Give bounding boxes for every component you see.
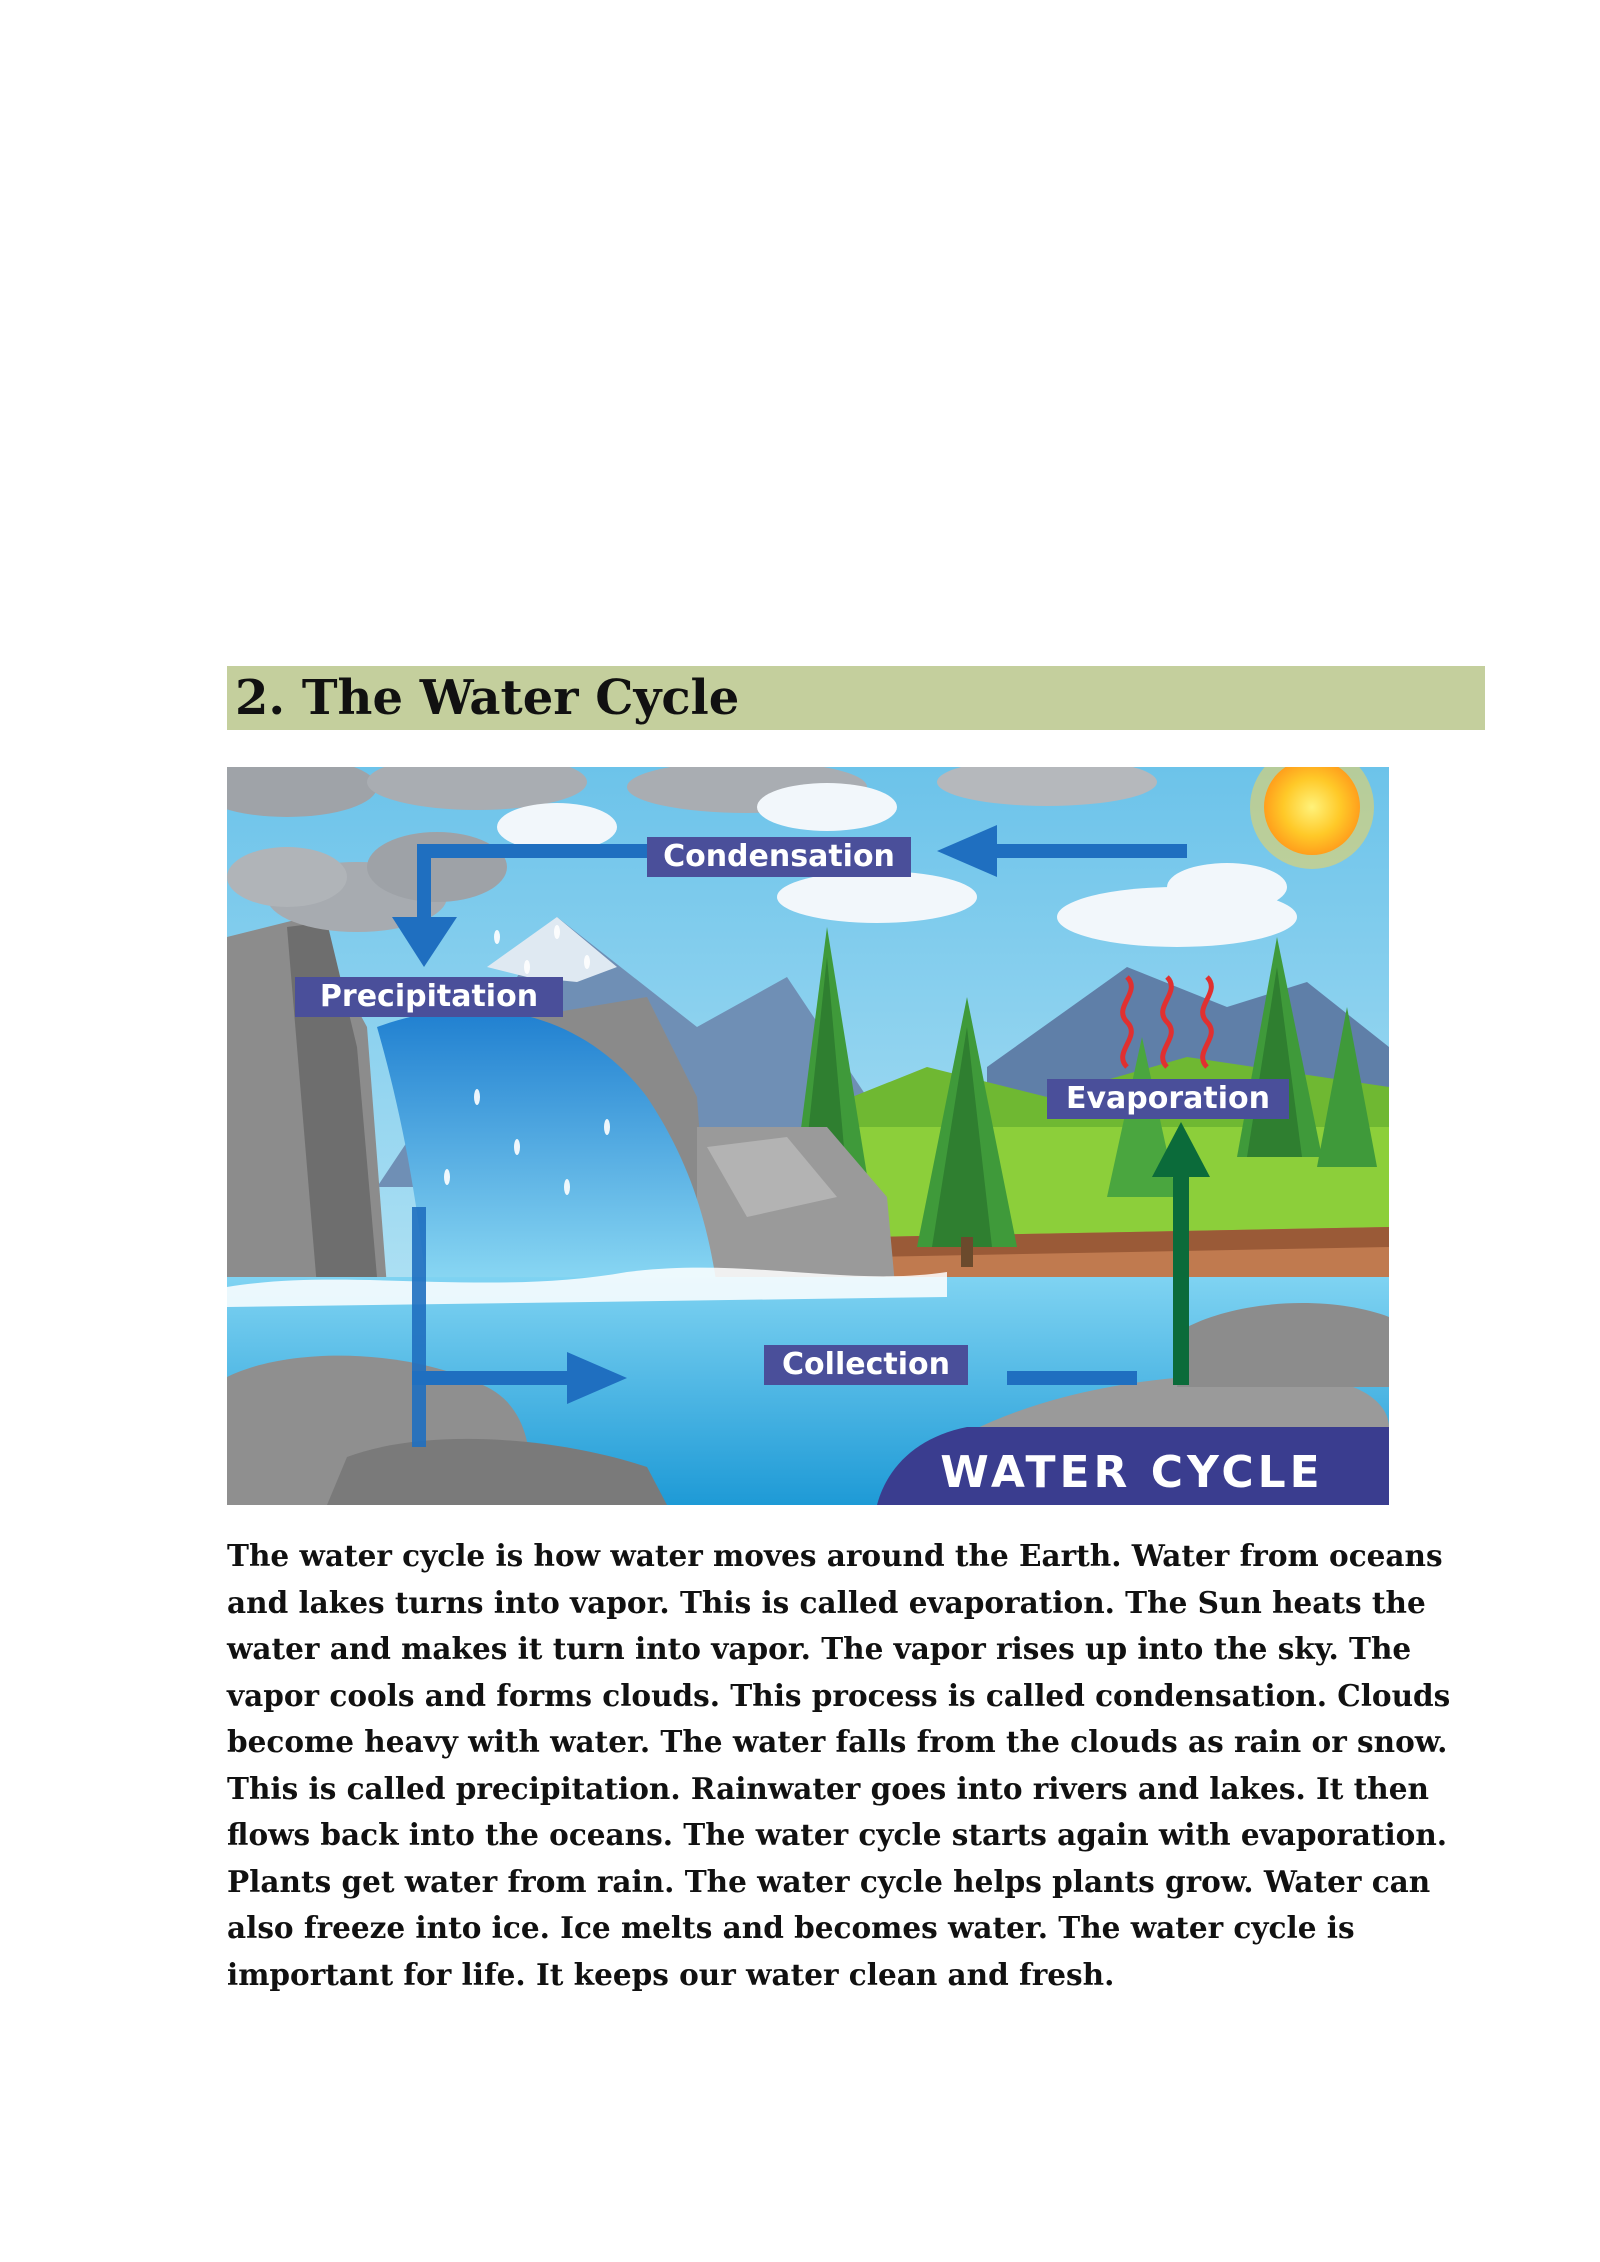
label-evaporation <box>1047 1079 1289 1119</box>
water-cycle-illustration <box>227 767 1389 1505</box>
label-condensation <box>647 837 911 877</box>
body-paragraph: The water cycle is how water moves around the Earth. Water from oceans and lakes turns into vapor. This is called evaporation. The Sun heats the water and makes it turn into vapor. The vapor rises up into the sky. The vapor cools and forms clouds. This process is called condensation. Clouds become heavy with water. The water falls from the clouds as rain or snow. This is called precipitation. Rainwater goes into rivers and lakes. It then flows back into the oceans. The water cycle starts again with evaporation. Plants get water from rain. The water cycle helps plants grow. Water can also freeze into ice. Ice melts and becomes water. The water cycle is important for life. It keeps our water clean and fresh. <box>227 1538 1451 1992</box>
banner-text: WATER CYCLE <box>940 1447 1324 1498</box>
label-condensation-text: Condensation <box>663 839 895 874</box>
label-collection <box>764 1345 968 1385</box>
label-evaporation-text: Evaporation <box>1065 1081 1271 1116</box>
label-precipitation <box>295 977 563 1017</box>
label-collection-text: Collection <box>782 1347 950 1382</box>
water-cycle-banner <box>877 1427 1389 1505</box>
label-precipitation-text: Precipitation <box>319 979 539 1014</box>
section-heading: 2. The Water Cycle <box>227 666 1485 730</box>
